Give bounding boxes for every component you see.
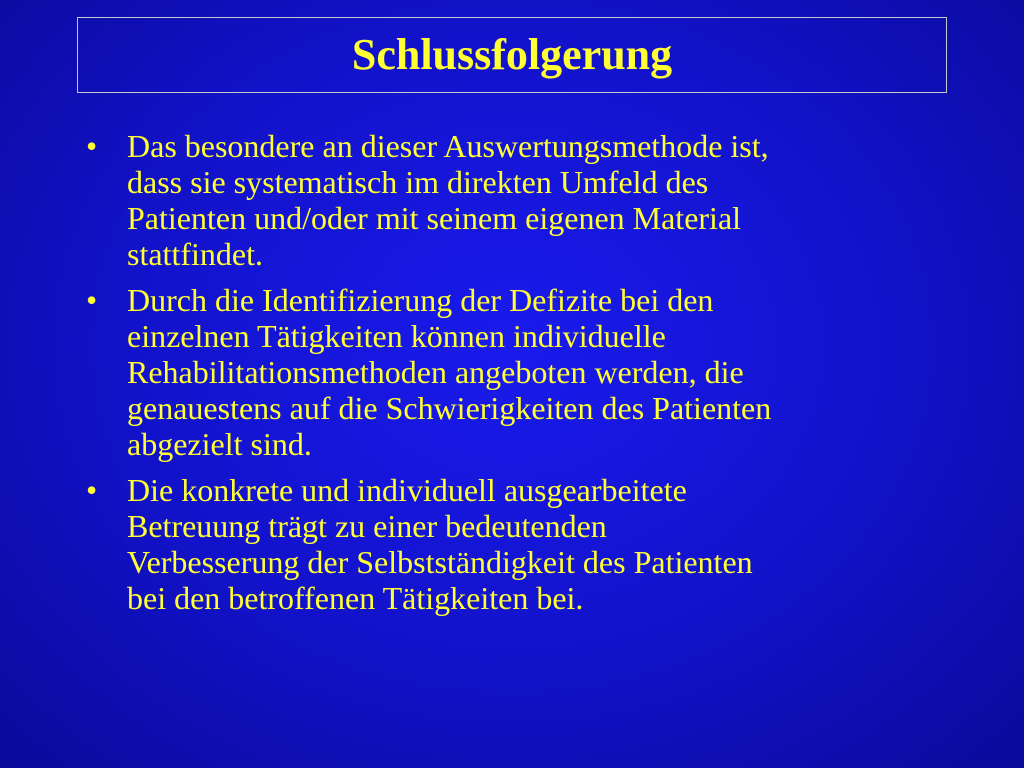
bullet-text-line: Die konkrete und individuell ausgearbeitete [127, 472, 687, 508]
bullet-text-line: Durch die Identifizierung der Defizite bei den [127, 282, 714, 318]
bullet-text-line: Betreuung trägt zu einer bedeutenden [127, 508, 607, 544]
bullet-text-line: dass sie systematisch im direkten Umfeld des [127, 164, 709, 200]
bullet-item [0, 128, 1024, 272]
bullet-text-line: stattfindet. [127, 236, 263, 272]
bullet-list [0, 128, 1024, 626]
bullet-dot-icon: • [86, 472, 98, 508]
bullet-text-line: einzelnen Tätigkeiten können individuelle [127, 318, 666, 354]
bullet-text-line: abgezielt sind. [127, 426, 312, 462]
bullet-item [0, 472, 1024, 616]
bullet-dot-icon: • [86, 282, 98, 318]
bullet-text-line: Patienten und/oder mit seinem eigenen Material [127, 200, 742, 236]
bullet-text-line: bei den betroffenen Tätigkeiten bei. [127, 580, 584, 616]
bullet-text-line: Verbesserung der Selbstständigkeit des Patienten [127, 544, 753, 580]
bullet-text-line: Das besondere an dieser Auswertungsmethode ist, [127, 128, 769, 164]
bullet-dot-icon: • [86, 128, 98, 164]
bullet-text-line: genauestens auf die Schwierigkeiten des Patienten [127, 390, 772, 426]
slide-title: Schlussfolgerung [351, 30, 673, 79]
bullet-text-line: Rehabilitationsmethoden angeboten werden, die [127, 354, 744, 390]
bullet-item [0, 282, 1024, 462]
title-box [77, 17, 947, 93]
